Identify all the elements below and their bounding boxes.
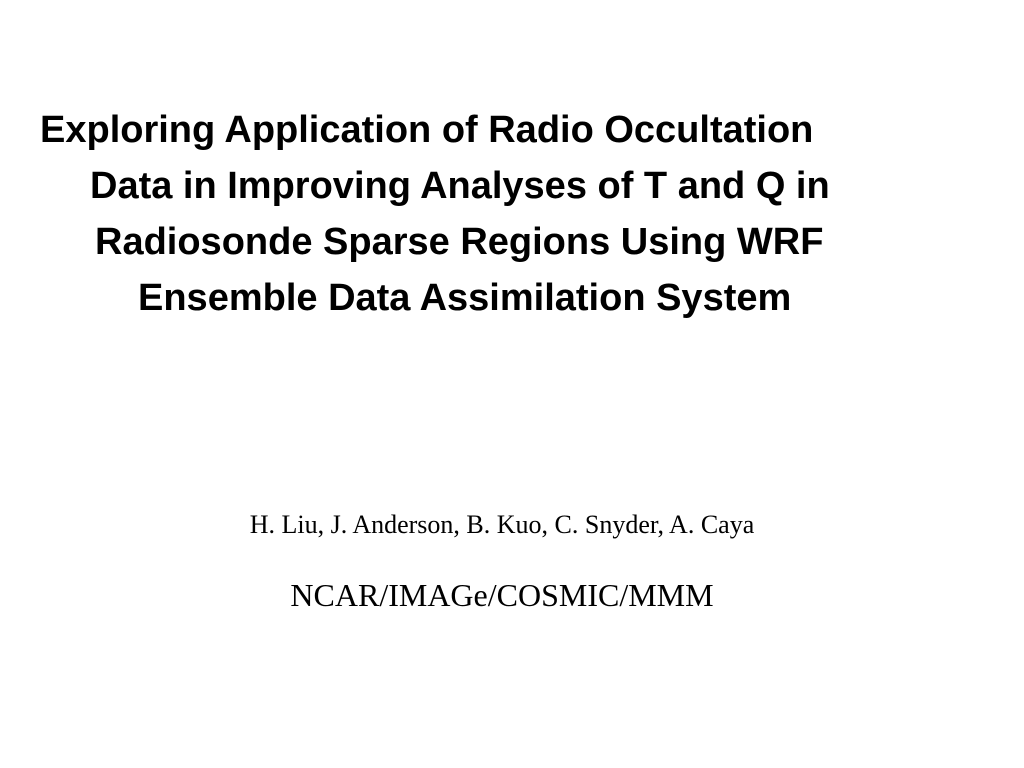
title-line-4: Ensemble Data Assimilation System <box>138 277 792 319</box>
title-line-1: Exploring Application of Radio Occultation <box>40 109 814 151</box>
slide-title <box>40 102 1000 326</box>
title-line-2: Data in Improving Analyses of T and Q in <box>90 165 830 207</box>
title-line-3: Radiosonde Sparse Regions Using WRF <box>95 221 824 263</box>
authors-line: H. Liu, J. Anderson, B. Kuo, C. Snyder, A. Caya <box>249 510 755 539</box>
affiliation-line: NCAR/IMAGe/COSMIC/MMM <box>290 577 714 613</box>
